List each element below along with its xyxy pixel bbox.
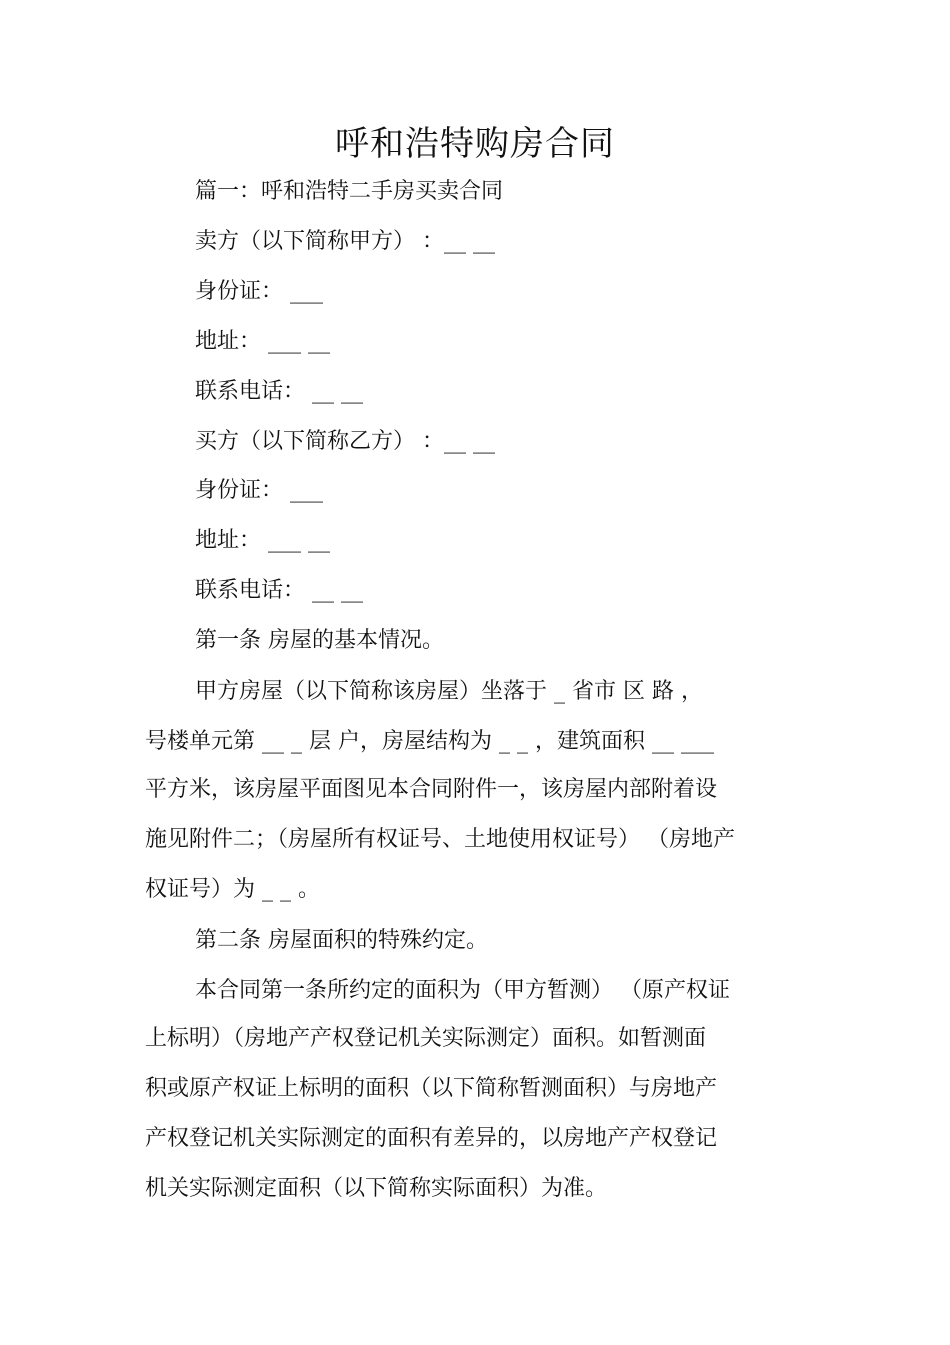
section-heading: 篇一：呼和浩特二手房买卖合同 (195, 179, 504, 204)
paragraph-line: 权证号）为 _ _ 。 (145, 877, 320, 902)
paragraph-line: 产权登记机关实际测定的面积有差异的，以房地产产权登记 (145, 1126, 718, 1151)
buyer-address-line: 地址： ___ __ (195, 528, 330, 553)
buyer-line: 买方（以下简称乙方） ：__ __ (195, 429, 495, 454)
seller-id-line: 身份证： ___ (195, 279, 323, 304)
paragraph-line: 平方米，该房屋平面图见本合同附件一，该房屋内部附着设 (145, 777, 718, 802)
article-one-heading: 第一条 房屋的基本情况。 (195, 628, 444, 653)
document-title: 呼和浩特购房合同 (335, 124, 615, 164)
paragraph-line: 号楼单元第 __ _ 层 户，房屋结构为 _ _ ，建筑面积 __ ___ (145, 729, 714, 754)
buyer-id-line: 身份证： ___ (195, 478, 323, 503)
paragraph-line: 上标明）（房地产产权登记机关实际测定）面积。如暂测面 (145, 1026, 707, 1051)
seller-address-line: 地址： ___ __ (195, 329, 330, 354)
article-two-heading: 第二条 房屋面积的特殊约定。 (195, 928, 488, 953)
paragraph-line: 甲方房屋（以下简称该房屋）坐落于 _ 省市 区 路 ， (195, 679, 703, 704)
paragraph-line: 积或原产权证上标明的面积（以下简称暂测面积）与房地产 (145, 1076, 718, 1101)
seller-phone-line: 联系电话： __ __ (195, 379, 363, 404)
paragraph-line: 机关实际测定面积（以下简称实际面积）为准。 (145, 1176, 608, 1201)
seller-line: 卖方（以下简称甲方） ：__ __ (195, 229, 495, 254)
paragraph-line: 施见附件二；（房屋所有权证号、土地使用权证号） （房地产 (145, 827, 735, 852)
paragraph-line: 本合同第一条所约定的面积为（甲方暂测） （原产权证 (195, 978, 730, 1003)
buyer-phone-line: 联系电话： __ __ (195, 578, 363, 603)
